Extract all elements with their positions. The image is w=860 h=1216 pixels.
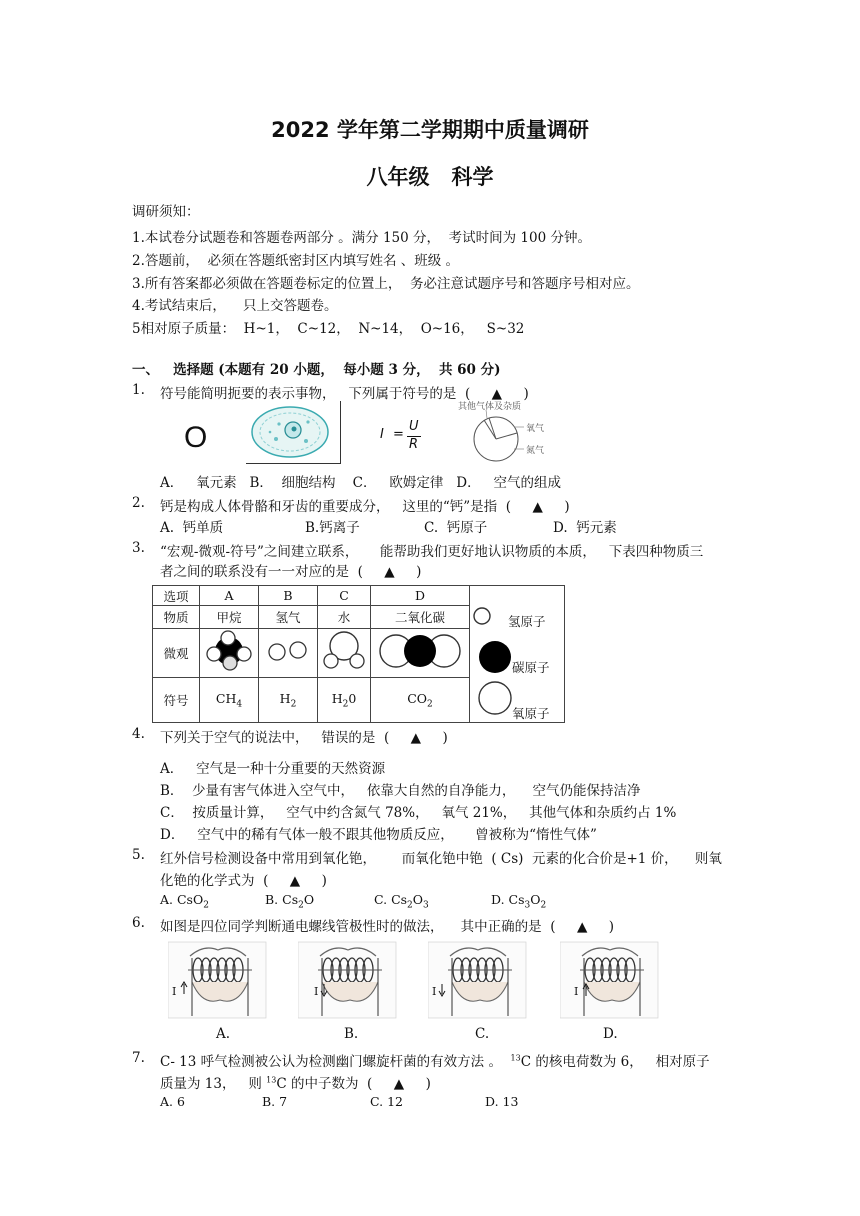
table-header-cell: 物质	[153, 606, 200, 628]
carbon-dioxide-model	[371, 628, 470, 677]
notice-item: 4.考试结束后， 只上交答题卷。	[132, 298, 338, 314]
figure-label-b: B.	[344, 1026, 359, 1042]
ohms-law-formula: I = U R	[376, 418, 426, 458]
notice-item: 1.本试卷分试题卷和答题卷两部分 。满分 150 分， 考试时间为 100 分钟。	[132, 230, 591, 246]
table-cell: 水	[318, 606, 371, 628]
page-subtitle: 八年级 科学	[366, 165, 494, 189]
option-d: D． 空气中的稀有气体一般不跟其他物质反应， 曾被称为“惰性气体”	[160, 827, 597, 843]
option-b: B.钙离子	[305, 520, 360, 536]
question-stem: “宏观-微观-符号”之间建立联系， 能帮助我们更好地认识物质的本质， 下表四种物质三	[160, 544, 704, 560]
question-stem: 质量为 13， 则 $^{13}$C 的中子数为 ( ▲ )	[160, 1075, 431, 1092]
question-stem: C- 13 呼气检测被公认为检测幽门螺旋杆菌的有效方法 。 $^{13}$C 的核电荷数为 6， 相对原子	[160, 1053, 710, 1070]
notice-item: 2.答题前， 必须在答题纸密封区内填写姓名 、班级 。	[132, 253, 460, 269]
figure-label-a: A.	[216, 1026, 231, 1042]
legend-oxygen: 氧原子	[512, 706, 550, 721]
table-header-cell: 微观	[153, 628, 200, 677]
notice-heading: 调研须知：	[132, 204, 200, 220]
question-stem: 下列关于空气的说法中， 错误的是 ( ▲ )	[160, 730, 448, 746]
notice-item: 5相对原子质量： H~1， C~12， N~14， O~16， S~32	[132, 321, 525, 337]
question-options: A． 氧元素 B． 细胞结构 C． 欧姆定律 D． 空气的组成	[160, 475, 561, 491]
option-b: B． 少量有害气体进入空气中， 依靠大自然的自净能力， 空气仍能保持洁净	[160, 783, 641, 799]
option-c: C． 按质量计算， 空气中约含氮气 78%， 氧气 21%， 其他气体和杂质约占 1%	[160, 805, 677, 821]
question-number: 4.	[132, 726, 145, 742]
substance-table	[152, 585, 565, 723]
question-number: 1.	[132, 382, 145, 398]
question-number: 5.	[132, 847, 145, 863]
option-a: A. 6	[160, 1094, 185, 1109]
table-cell: $CH_4$	[200, 677, 259, 722]
solenoid-hand-figure: I	[560, 936, 660, 1020]
question-number: 3.	[132, 540, 145, 556]
table-cell: A	[200, 586, 259, 606]
section-heading: 一、 选择题 (本题有 20 小题， 每小题 3 分， 共 60 分)	[132, 362, 501, 378]
question-stem: 者之间的联系没有一一对应的是 ( ▲ )	[160, 564, 422, 580]
solenoid-hand-figure: I	[298, 936, 398, 1020]
option-c: C. 12	[370, 1094, 403, 1109]
question-stem: 符号能简明扼要的表示事物， 下列属于符号的是 ( ▲ )	[160, 386, 529, 402]
option-d: D. 钙元素	[553, 520, 617, 536]
option-d: D. 13	[485, 1094, 519, 1109]
option-b: B. $Cs_2O$	[265, 892, 315, 911]
table-cell: D	[371, 586, 470, 606]
figure-label-c: C.	[475, 1026, 490, 1042]
methane-model	[200, 628, 259, 677]
option-c: C. $Cs_2O_3$	[374, 892, 429, 911]
table-cell: 氢气	[259, 606, 318, 628]
notice-item: 3.所有答案都必须做在答题卷标定的位置上， 务必注意试题序号和答题序号相对应。	[132, 276, 640, 292]
table-cell: $H_20$	[318, 677, 371, 722]
table-header-cell: 符号	[153, 677, 200, 722]
table-cell: C	[318, 586, 371, 606]
solenoid-hand-figure: I	[428, 936, 528, 1020]
question-number: 6.	[132, 915, 145, 931]
hydrogen-model	[259, 628, 318, 677]
question-stem: 化铯的化学式为 ( ▲ )	[160, 873, 327, 889]
option-a: A. CsO$_2$	[160, 892, 209, 911]
page-title: 2022 学年第二学期期中质量调研	[271, 118, 589, 142]
question-number: 2.	[132, 495, 145, 511]
figure-label-d: D.	[603, 1026, 618, 1042]
table-cell: $CO_2$	[371, 677, 470, 722]
table-cell: 甲烷	[200, 606, 259, 628]
air-composition-pie: 其他气体及杂质 氧气 氮气	[456, 399, 560, 463]
table-cell: B	[259, 586, 318, 606]
solenoid-hand-figure: I	[168, 936, 268, 1020]
legend-carbon: 碳原子	[512, 660, 550, 675]
question-stem: 钙是构成人体骨骼和牙齿的重要成分， 这里的“钙”是指 ( ▲ )	[160, 499, 570, 515]
option-a: A. 钙单质	[160, 520, 224, 536]
option-d: D. $Cs_3O_2$	[491, 892, 547, 911]
oxygen-symbol: O	[184, 421, 208, 454]
legend-hydrogen: 氢原子	[508, 614, 546, 629]
question-stem: 红外信号检测设备中常用到氧化铯， 而氧化铯中铯 ( Cs) 元素的化合价是+1 价， 则氧	[160, 851, 722, 867]
water-model	[318, 628, 371, 677]
option-a: A． 空气是一种十分重要的天然资源	[160, 761, 386, 777]
question-stem: 如图是四位同学判断通电螺线管极性时的做法， 其中正确的是 ( ▲ )	[160, 919, 615, 935]
option-b: B. 7	[262, 1094, 288, 1109]
cell-structure-image	[246, 401, 341, 464]
table-cell: 二氧化碳	[371, 606, 470, 628]
atom-legend	[470, 586, 565, 723]
option-c: C. 钙原子	[424, 520, 488, 536]
table-cell: $H_2$	[259, 677, 318, 722]
question-number: 7.	[132, 1050, 145, 1066]
table-header-cell: 选项	[153, 586, 200, 606]
